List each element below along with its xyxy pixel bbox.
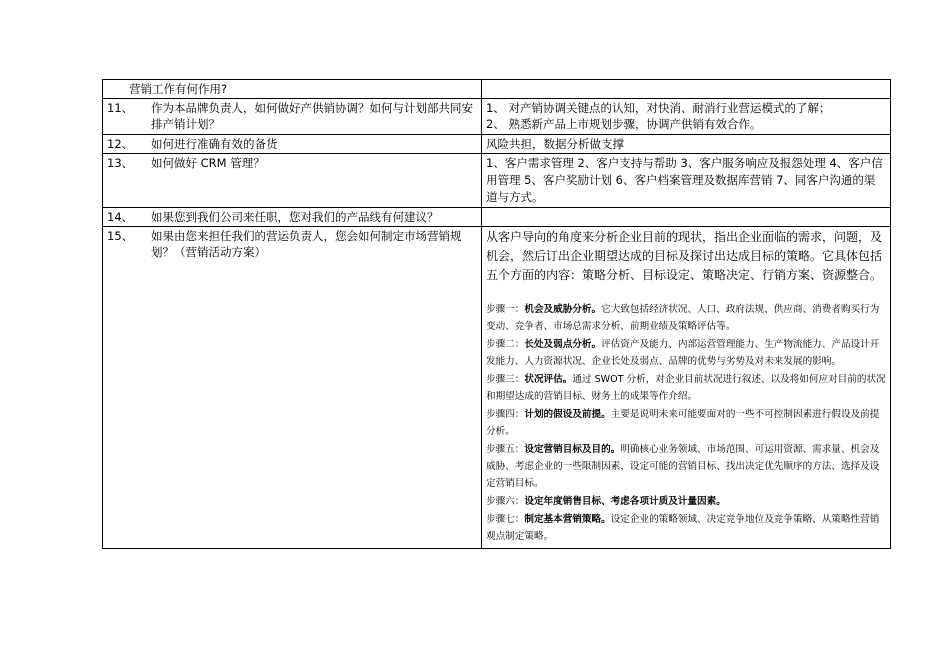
step-prefix: 步骤二： <box>486 339 525 350</box>
question-text: 如何做好 CRM 管理？ <box>151 156 265 170</box>
answer-intro: 从客户导向的角度来分析企业目前的现状，指出企业面临的需求，问题，及机会，然后订出企业期望达成的目标及探讨出达成目标的策略。它具体包括五个方面的内容：策略分析、目标设定、策略决定、行销方案、资源整合。 <box>486 230 883 282</box>
step-item <box>486 493 886 510</box>
step-text: 设定企业的策略领域、决定竞争地位及竞争策略、从策略性营销观点制定策略。 <box>486 514 880 542</box>
step-text: 明确核心业务领域、市场范围、可运用资源、需求量、机会及威胁、考虑企业的一些限制因素、设定可能的营销目标、找出决定优先顺序的方法、选择及设定营销目标。 <box>486 444 880 489</box>
answer-cell <box>482 227 891 549</box>
answer-cell <box>482 135 891 154</box>
step-title: 长处及弱点分析。 <box>524 339 602 350</box>
question-cell <box>103 154 482 208</box>
table-row <box>103 99 891 135</box>
question-text: 作为本品牌负责人，如何做好产供销协调？如何与计划部共同安排产销计划？ <box>151 101 473 131</box>
step-text: 主要是说明未来可能要面对的一些不可控制因素进行假设及前提分析。 <box>486 409 880 437</box>
answer-cell <box>482 154 891 208</box>
step-item <box>486 336 886 370</box>
question-text: 如果由您来担任我们的营运负责人，您会如何制定市场营销规划？（营销活动方案） <box>151 229 462 259</box>
question-cell <box>103 227 482 549</box>
step-prefix: 步骤五： <box>486 444 525 455</box>
qa-table <box>102 79 891 549</box>
table-row <box>103 227 891 549</box>
question-number: 13、 <box>107 156 134 170</box>
step-text: 通过 SWOT 分析，对企业目前状况进行叙述、以及将如何应对目前的状况和期望达成的营销目标、财务上的成果等作介绍。 <box>486 374 886 402</box>
question-number: 14、 <box>107 210 134 224</box>
question-number: 12、 <box>107 137 134 151</box>
answer-line: 1、 对产销协调关键点的认知，对快消、耐消行业营运模式的了解； <box>486 101 831 115</box>
step-prefix: 步骤七： <box>486 514 525 525</box>
answer-cell <box>482 208 891 227</box>
step-item <box>486 441 886 492</box>
table-row <box>103 154 891 208</box>
step-text: 它大致包括经济状况、人口、政府法规、供应商、消费者购买行为变动、竞争者、市场总需求分析、前期业绩及策略评估等。 <box>486 304 880 332</box>
answer-line: 1、客户需求管理 2、客户支持与帮助 3、客户服务响应及报怨处理 4、客户信用管理 5、客户奖励计划 6、客户档案管理及数据库营销 7、同客户沟通的渠道与方式。 <box>486 156 883 204</box>
question-cell <box>103 208 482 227</box>
step-item <box>486 371 886 405</box>
question-cell <box>103 99 482 135</box>
step-item <box>486 406 886 440</box>
step-title: 设定营销目标及目的。 <box>524 444 621 455</box>
question-number: 15、 <box>107 229 134 243</box>
question-text: 如何进行准确有效的备货 <box>151 137 278 151</box>
answer-cell <box>482 80 891 99</box>
step-title: 状况评估。 <box>524 374 573 385</box>
step-prefix: 步骤三： <box>486 374 525 385</box>
table-row <box>103 135 891 154</box>
answer-cell <box>482 99 891 135</box>
step-title: 计划的假设及前提。 <box>524 409 611 420</box>
step-prefix: 步骤六： <box>486 496 525 507</box>
question-number: 11、 <box>107 101 134 115</box>
answer-line: 2、 熟悉新产品上市规划步骤，协调产供销有效合作。 <box>486 117 762 131</box>
step-item <box>486 511 886 545</box>
step-title: 机会及威胁分析。 <box>524 304 602 315</box>
question-cell <box>103 80 482 99</box>
step-prefix: 步骤一： <box>486 304 525 315</box>
step-title: 制定基本营销策略。 <box>524 514 611 525</box>
question-text: 如果您到我们公司来任职，您对我们的产品线有何建议？ <box>151 210 439 224</box>
question-cell <box>103 135 482 154</box>
table-row <box>103 208 891 227</box>
step-title: 设定年度销售目标、考虑各项计质及计量因素。 <box>524 496 726 507</box>
step-text: 评估资产及能力、内部运营管理能力、生产物流能力、产品设计开发能力、人力资源状况、企业长处及弱点、品牌的优势与劣势及对未来发展的影响。 <box>486 339 880 367</box>
step-item <box>486 301 886 335</box>
answer-line: 风险共担，数据分析做支撑 <box>486 137 624 151</box>
step-prefix: 步骤四： <box>486 409 525 420</box>
question-text: 营销工作有何作用? <box>129 82 228 96</box>
table-row <box>103 80 891 99</box>
